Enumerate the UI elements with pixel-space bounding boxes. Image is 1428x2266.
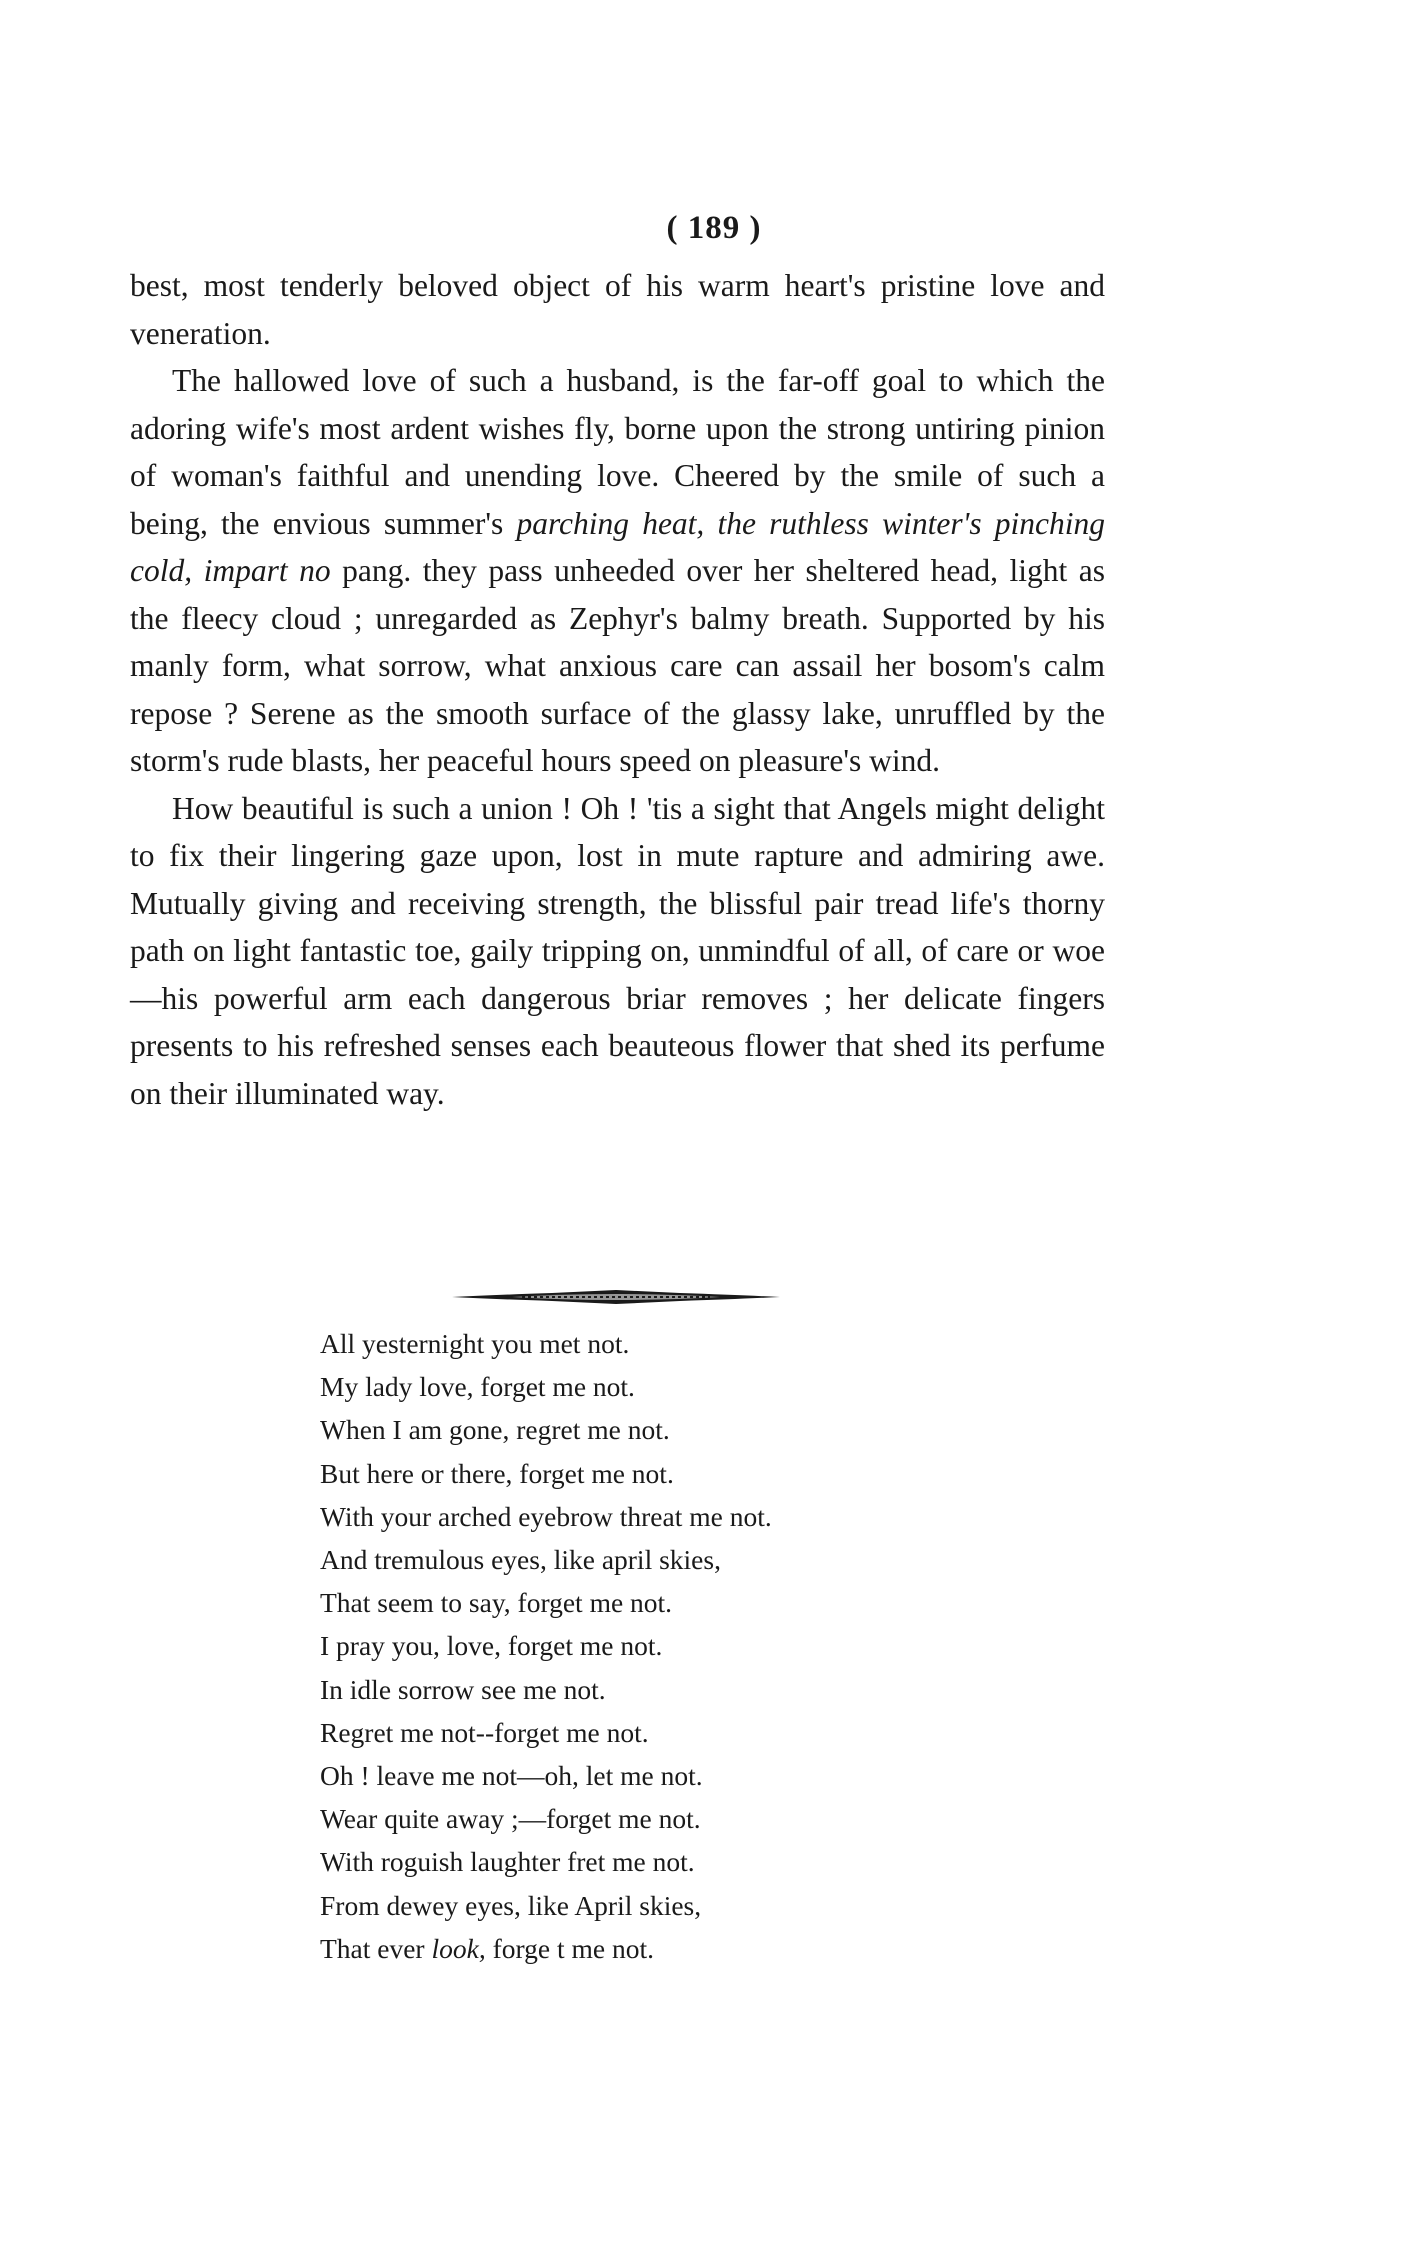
poem-line: And tremulous eyes, like april skies,: [320, 1544, 721, 1576]
poem-line: In idle sorrow see me not.: [320, 1673, 606, 1705]
poem-last-text-c: forge t me not.: [485, 1932, 654, 1964]
poem-line: When I am gone, regret me not.: [320, 1414, 670, 1446]
poem-line: From dewey eyes, like April skies,: [320, 1889, 702, 1921]
poem-line: Regret me not--forget me not.: [320, 1716, 649, 1748]
poem-line: But here or there, forget me not.: [320, 1457, 674, 1489]
poem-line: I pray you, love, forget me not.: [320, 1630, 663, 1662]
poem-line: That seem to say, forget me not.: [320, 1587, 673, 1619]
poem-line: Oh ! leave me not—oh, let me not.: [320, 1760, 703, 1792]
poem-line: Wear quite away ;—forget me not.: [320, 1803, 701, 1835]
paragraph-2-text-a: The hallowed love of such a husband, is the far-off goal to which the adoring wife's most ardent wishes fly, borne upon the strong untiring pinion of woman's faithful and unending love. Cheered by the smile of such a being, the envious summer's: [130, 363, 1105, 541]
poem: [320, 1322, 1020, 1970]
ornamental-divider: [452, 1286, 780, 1308]
poem-line: All yesternight you met not.: [320, 1328, 630, 1359]
paragraph-2: [130, 357, 1105, 785]
poem-line: My lady love, forget me not.: [320, 1371, 635, 1403]
body-text: [130, 262, 1105, 1117]
poem-last-text-a: That ever: [320, 1932, 432, 1964]
poem-last-italic: look,: [431, 1932, 486, 1964]
poem-line-last: [320, 1927, 1020, 1970]
poem-line: With your arched eyebrow threat me not.: [320, 1500, 772, 1532]
paragraph-2-italic: parching heat, the ruthless winter's pinching cold, impart no: [130, 505, 1105, 588]
paragraph-1: best, most tenderly beloved object of his warm heart's pristine love and veneration.: [130, 268, 1105, 351]
paragraph-3: How beautiful is such a union ! Oh ! 'tis a sight that Angels might delight to fix their lingering gaze upon, lost in mute rapture and admiring awe. Mutually giving and receiving strength, the blissful pair tread life's thorny path on light fantastic toe, gaily tripping on, unmindful of all, of care or woe—his powerful arm each dangerous briar removes ; her delicate fingers presents to his refreshed senses each beauteous flower that shed its perfume on their illuminated way.: [130, 790, 1105, 1111]
paragraph-2-text-c: pang. they pass unheeded over her sheltered head, light as the fleecy cloud ; unregarded as Zephyr's balmy breath. Supported by his manly form, what sorrow, what anxious care can assail her bosom's calm repose ? Serene as the smooth surface of the glassy lake, unruffled by the storm's rude blasts, her peaceful hours speed on pleasure's wind.: [130, 553, 1105, 778]
page-number: ( 189 ): [666, 210, 762, 246]
poem-line: With roguish laughter fret me not.: [320, 1846, 695, 1878]
